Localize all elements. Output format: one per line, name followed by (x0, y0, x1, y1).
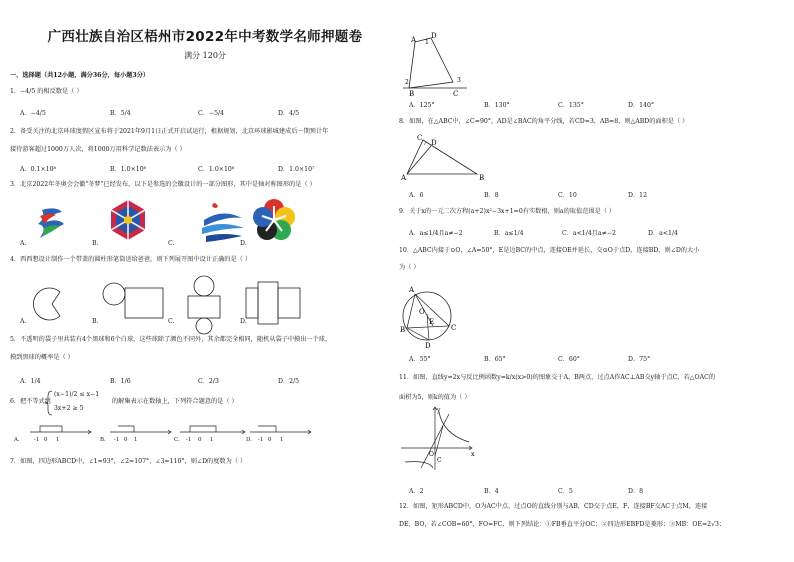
right-column (397, 0, 794, 562)
option-d[interactable]: D. (240, 240, 247, 247)
label-o: O (429, 451, 434, 458)
tick-label: 1 (210, 437, 214, 443)
option-a[interactable]: A．1/4 (20, 378, 41, 385)
option-a[interactable]: A. (20, 240, 27, 247)
question-5-line2: 摸到黑球的概率是（ ） (10, 354, 74, 361)
net-a (33, 288, 60, 320)
section-heading: 一、选择题（共12小题，满分36分，每小题3分） (10, 72, 150, 79)
question-8-options (409, 190, 678, 199)
question-6-options (14, 437, 290, 443)
tick-label: 0 (44, 437, 48, 443)
question-11-line1: 11．如图，直线y=2x与反比例函数y=k/x(x>0)的图象交于A，B两点，过点A作AC⊥AB交y轴于点C，若△OAC的 (399, 374, 716, 381)
label-o: O (419, 308, 425, 316)
question-1-options (20, 108, 338, 117)
question-3-stem: 3．北京2022年冬奥会会徽"冬梦"已经发布，以下是参选的会徽设计的一部分图形，其中是轴对称图形的是（ ） (10, 181, 316, 188)
label-c: C (453, 90, 459, 98)
question-7-options (409, 100, 678, 109)
option-d[interactable]: D．4/5 (278, 110, 300, 117)
question-6-suffix: 的解集表示在数轴上，下列符合题意的是（ ） (112, 398, 238, 405)
option-d[interactable]: D．140° (628, 102, 655, 109)
question-6-system-1: (x−1)/2 ≤ x−1 (54, 391, 100, 398)
option-d[interactable]: D．75° (628, 356, 651, 363)
option-c[interactable]: C．2/3 (198, 378, 219, 385)
question-2-line1: 2．备受关注的北京环球度假区宣布将于2021年9月1日正式开启试运行，根据规划，北京环球影城建成后一期预计年 (10, 128, 329, 135)
option-d[interactable]: D．2/5 (278, 378, 300, 385)
option-a[interactable]: A．0.1×10⁸ (20, 166, 57, 173)
question-4-stem: 4．西西想设计制作一个带盖的圆柱形笔筒送给爸爸，则下列展开图中设计正确的是（ ） (10, 256, 252, 263)
option-a[interactable]: A．a≤1/4且a≠−2 (409, 230, 463, 237)
option-b[interactable]: B．65° (484, 356, 506, 363)
angle-label-1: 1 (425, 39, 429, 46)
number-line-a (30, 426, 91, 434)
option-b[interactable]: B. (92, 318, 99, 325)
net-b (103, 283, 163, 318)
tick-label: 0 (268, 437, 272, 443)
option-b[interactable]: B．130° (484, 102, 510, 109)
option-d[interactable]: D. (246, 437, 252, 443)
question-11-figure (399, 404, 479, 474)
option-c[interactable]: C．135° (558, 102, 584, 109)
option-b[interactable]: B．1/6 (110, 378, 131, 385)
option-b[interactable]: B．a≤1/4 (494, 230, 524, 237)
option-d[interactable]: D．8 (628, 488, 644, 495)
option-b[interactable]: B．4 (484, 488, 499, 495)
question-7-figure (401, 28, 481, 98)
option-c[interactable]: C．10 (558, 192, 577, 199)
label-a: A (409, 286, 415, 294)
option-a[interactable]: A．6 (409, 192, 424, 199)
label-d: D (425, 342, 431, 350)
option-a[interactable]: A．125° (409, 102, 435, 109)
tick-label: 1 (280, 437, 284, 443)
page-title: 广西壮族自治区梧州市2022年中考数学名师押题卷 (47, 29, 363, 45)
question-5-options (20, 376, 338, 385)
axis-label-x: x (471, 451, 475, 458)
question-10-options (409, 354, 678, 363)
question-3-options (20, 240, 280, 247)
axis-label-y: y (437, 407, 441, 414)
option-d[interactable]: D. (240, 318, 247, 325)
emblem-c-icon (202, 203, 244, 242)
label-d: D (431, 32, 437, 40)
label-b: B (400, 326, 406, 334)
option-c[interactable]: C. (168, 318, 175, 325)
tick-label: 0 (124, 437, 128, 443)
label-a: A (411, 36, 417, 44)
label-a: A (401, 174, 407, 182)
option-a[interactable]: A. (14, 437, 20, 443)
angle-label-3: 3 (457, 77, 461, 84)
option-c[interactable]: C．−5/4 (198, 110, 225, 117)
tick-label: 1 (134, 437, 138, 443)
option-b[interactable]: B．8 (484, 192, 499, 199)
angle-label-2: 2 (405, 79, 409, 86)
question-2-line2: 接待游客超过1000万人次，将1000万用科学记数法表示为（ ） (10, 146, 186, 153)
tick-label: 1 (56, 437, 60, 443)
question-9-options (409, 228, 698, 237)
question-11-line2: 面积为5，则k的值为（ ） (399, 394, 471, 401)
label-b: B (479, 174, 485, 182)
option-b[interactable]: B. (100, 437, 106, 443)
option-c[interactable]: C．a<1/4且a≠−2 (562, 230, 616, 237)
option-b[interactable]: B. (92, 240, 99, 247)
question-12-line1: 12．如图，矩形ABCD中，O为AC中点，过点O的直线分别与AB，CD交于点E，F，连接BF交AC于点M，连接 (399, 503, 708, 510)
option-c[interactable]: C．1.0×10⁶ (198, 166, 235, 173)
option-c[interactable]: C. (174, 437, 180, 443)
emblem-a-icon (38, 208, 64, 238)
tick-label: 0 (198, 437, 202, 443)
tick-label: -1 (258, 437, 264, 443)
option-a[interactable]: A．−4/5 (20, 110, 46, 117)
question-10-line2: 为（ ） (399, 264, 420, 271)
tick-label: -1 (186, 437, 192, 443)
label-c: C (437, 457, 442, 464)
emblem-d-icon (253, 199, 295, 240)
question-11-options (409, 486, 678, 495)
left-column (0, 0, 390, 562)
option-a[interactable]: A. (20, 318, 27, 325)
number-line-b (110, 426, 171, 434)
option-c[interactable]: C．5 (558, 488, 573, 495)
number-line-c (180, 426, 245, 434)
option-c[interactable]: C．60° (558, 356, 580, 363)
label-e: E (429, 318, 435, 326)
question-12-line2: DE，BO，若∠COB=60°，FO=FC，则下列结论：①FB垂直平分OC；②四边形EBFD是菱形；③MB：OE=2√3； (399, 521, 726, 528)
question-4-options (20, 318, 280, 325)
question-8-figure (401, 132, 491, 182)
label-b: B (409, 90, 415, 98)
option-d[interactable]: D．12 (628, 192, 648, 199)
option-a[interactable]: A．55° (409, 356, 431, 363)
question-6-prefix: 6．把不等式组 (10, 398, 52, 405)
option-c[interactable]: C. (168, 240, 175, 247)
label-c: C (417, 134, 423, 142)
option-b[interactable]: B．5/4 (110, 110, 131, 117)
label-c: C (451, 324, 457, 332)
question-8-stem: 8．如图，在△ABC中，∠C=90°，AD是∠BAC的角平分线，若CD=3，AB=8，则△ABD的面积是（ ） (399, 118, 689, 125)
question-9-stem: 9．关于x的一元二次方程(a+2)x²−3x+1=0有实数根，则a的取值范围是（ ） (399, 208, 616, 215)
option-d[interactable]: D．a<1/4 (648, 230, 678, 237)
question-7-stem: 7．如图，四边形ABCD中，∠1=93°，∠2=107°，∠3=110°，则∠D的度数为（ ） (10, 458, 247, 465)
question-10-figure (399, 280, 469, 350)
net-c (188, 276, 220, 334)
option-b[interactable]: B．1.0×10⁸ (110, 166, 147, 173)
emblem-b-icon (111, 200, 145, 240)
question-10-line1: 10．△ABC内接于⊙O，∠A=50°，E是边BC的中点，连接OE并延长，交⊙O于点D，连接BD，则∠D的大小 (399, 247, 700, 254)
question-5-line1: 5．不透明的袋子里共装有4个黑球和6个白球，这些球除了颜色不同外，其余都完全相同，随机从袋子中摸出一个球， (10, 336, 332, 343)
question-2-options (20, 164, 338, 173)
page-subtitle: 满分 120分 (184, 51, 226, 60)
question-1-stem: 1．−4/5 的相反数是（ ） (10, 88, 83, 95)
number-line-d (250, 426, 311, 434)
option-a[interactable]: A．2 (409, 488, 424, 495)
question-6-system-2: 3x+2 ≥ 5 (54, 405, 84, 412)
label-d: D (431, 139, 437, 147)
option-d[interactable]: D．1.0×10⁷ (278, 166, 315, 173)
tick-label: -1 (114, 437, 120, 443)
tick-label: -1 (34, 437, 40, 443)
